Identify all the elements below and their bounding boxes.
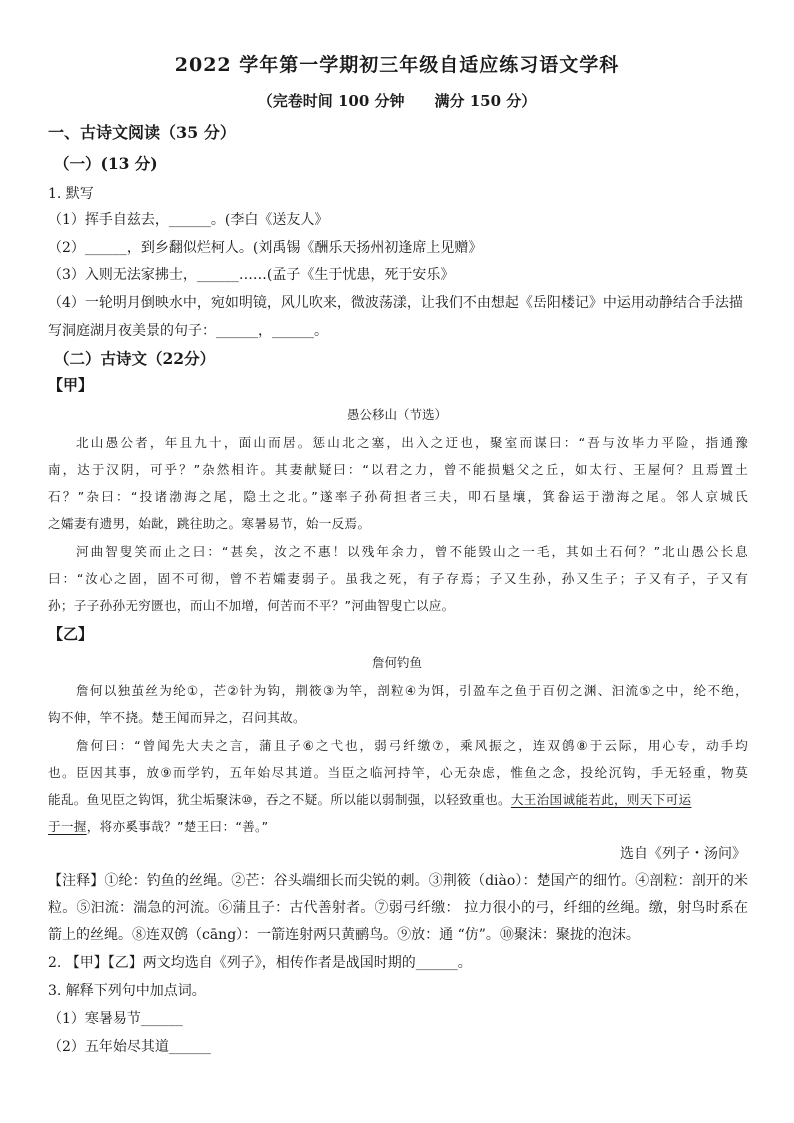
- page-title: 2022 学年第一学期初三年级自适应练习语文学科: [174, 54, 620, 76]
- passage-line: [48, 789, 748, 808]
- passage-line: 北山愚公者，年且九十，面山而居。惩山北之塞，出入之迂也，聚室而谋曰：“吾与汝毕力平险，指通豫: [76, 435, 748, 450]
- question-3: 3. 解释下列句中加点词。: [48, 983, 206, 999]
- passage-line: 詹何曰：“曾闻先大夫之言，蒲且子⑥之弋也，弱弓纤缴⑦，乘风振之，连双鸧⑧于云际，用心专，动手均: [76, 738, 748, 753]
- annotation-line: 箭上的丝绳。⑧连双鸧（cāng）：一箭连射两只黄鹂鸟。⑨放：通 “仿”。⑩聚沫：聚拢的泡沫。: [48, 927, 640, 943]
- passage-tag: 【乙】: [48, 625, 94, 643]
- section-heading: 一、古诗文阅读（35 分）: [48, 123, 236, 142]
- passage-line: 曰：“汝心之固，固不可彻，曾不若孀妻弱子。虽我之死，有子存焉；子又生孙，孙又生子；子又有子，子又有: [48, 571, 748, 586]
- passage-title: 詹何钓鱼: [371, 655, 422, 670]
- passage-line: 也。臣因其事，放⑨而学钓，五年始尽其道。当臣之临河持竿，心无杂虑，惟鱼之念，投纶沉钩，手无轻重，物莫: [48, 765, 748, 780]
- fill-item: （1）挥手自兹去，______。(李白《送友人》: [48, 212, 329, 228]
- passage-line: 石？”杂曰：“投诸渤海之尾，隐土之北。”遂率子孙荷担者三夫，叩石垦壤，箕畚运于渤海之尾。邻人京城氏: [48, 489, 748, 504]
- passage-line: [48, 816, 268, 835]
- passage-text: 能乱。鱼见臣之钩饵，犹尘垢聚沫⑩，吞之不疑。所以能以弱制强，以轻致重也。: [48, 792, 511, 807]
- annotation-line: 粒。⑤汩流：湍急的河流。⑥蒲且子：古代善射者。⑦弱弓纤缴： 拉力很小的弓，纤细的丝绳。缴，射鸟时系在: [48, 900, 748, 916]
- question-3-item: （1）寒暑易节______: [48, 1011, 183, 1027]
- part-heading: （一）(13 分): [54, 154, 158, 173]
- underlined-sentence: 于一握: [48, 819, 87, 834]
- fill-item: （4）一轮明月倒映水中，宛如明镜，风儿吹来，微波荡漾，让我们不由想起《岳阳楼记》中运用动静结合手法描: [48, 295, 743, 311]
- passage-line: 南，达于汉阴，可乎？”杂然相许。其妻献疑曰：“以君之力，曾不能损魁父之丘，如太行、王屋何？且焉置土: [48, 462, 748, 477]
- passage-line: 钩不伸，竿不挠。楚王闻而异之，召问其故。: [48, 710, 306, 725]
- passage-line: 孙；子子孙孙无穷匮也，而山不加增，何苦而不平？”河曲智叟亡以应。: [48, 598, 455, 613]
- fill-item: （3）入则无法家拂士，______……(孟子《生于忧患，死于安乐》: [48, 267, 455, 283]
- fill-item: （2）______，到乡翻似烂柯人。(刘禹锡《酬乐天扬州初逢席上见赠》: [48, 240, 483, 256]
- passage-line: 河曲智叟笑而止之曰：“甚矣，汝之不惠！以残年余力，曾不能毁山之一毛，其如土石何？”北山愚公长息: [76, 544, 748, 559]
- part-heading: （二）古诗文（22分）: [54, 349, 216, 368]
- question-2: 2. 【甲】【乙】两文均选自《列子》，相传作者是战国时期的______。: [48, 955, 472, 971]
- passage-text: ，将亦奚事哉？”楚王曰：“善。”: [86, 819, 269, 834]
- passage-line: 詹何以独茧丝为纶①，芒②针为钩，荆筱③为竿，剖粒④为饵，引盈车之鱼于百仞之渊、汩流⑤之中，纶不绝，: [76, 683, 748, 698]
- underlined-sentence: 大王治国诚能若此，则天下可运: [510, 792, 692, 807]
- annotation-line: 【注释】①纶：钓鱼的丝绳。②芒：谷头端细长而尖锐的刺。③荆筱（diào）：楚国产的细竹。④剖粒：剖开的米: [48, 873, 748, 889]
- fill-item: 写洞庭湖月夜美景的句子：______，______。: [48, 323, 328, 339]
- question-label: 1. 默写: [48, 186, 94, 202]
- source-citation: 选自《列子・汤问》: [620, 846, 746, 862]
- page-subtitle: （完卷时间 100 分钟 满分 150 分）: [257, 92, 537, 110]
- question-3-item: （2）五年始尽其道______: [48, 1039, 211, 1055]
- passage-line: 之孀妻有遗男，始龀，跳往助之。寒暑易节，始一反焉。: [48, 516, 371, 531]
- passage-tag: 【甲】: [48, 376, 94, 394]
- passage-title: 愚公移山（节选）: [346, 407, 447, 422]
